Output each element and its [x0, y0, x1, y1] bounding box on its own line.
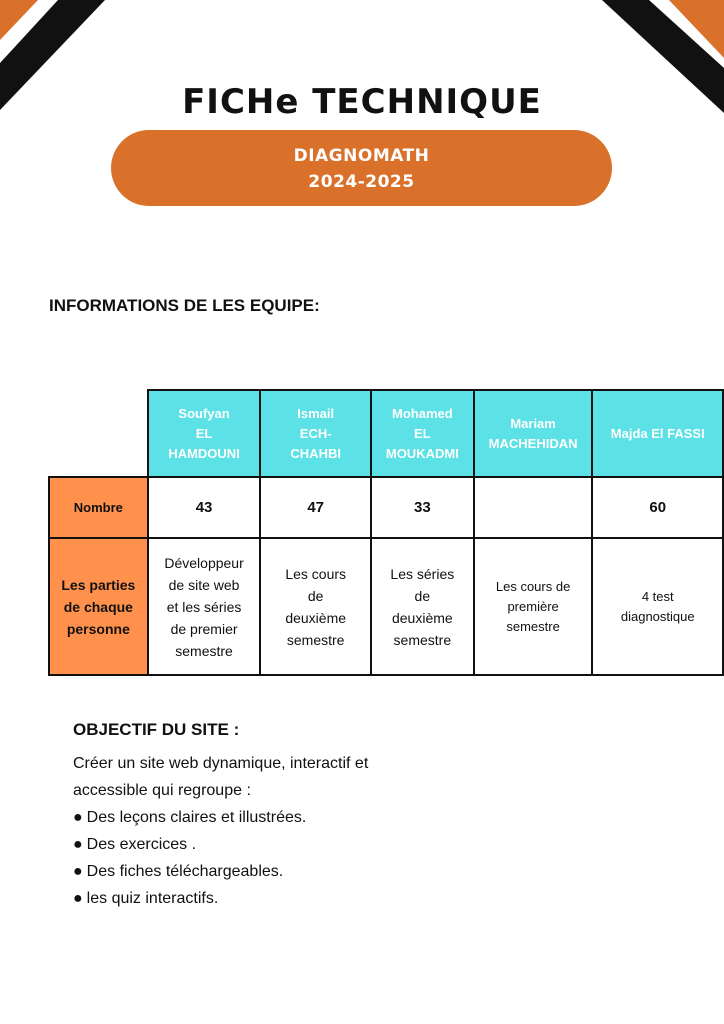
- part-line: deuxième: [391, 609, 453, 626]
- objective-intro: [73, 750, 473, 804]
- list-item-text: Des fiches téléchargeables.: [86, 863, 284, 880]
- project-banner: [111, 130, 612, 206]
- team-table: [48, 389, 724, 676]
- row-label-line: Les parties: [61, 576, 136, 593]
- member-name-line: Soufyan: [178, 405, 230, 421]
- table-header-row: [49, 390, 723, 477]
- part-line: première: [507, 598, 559, 614]
- part-line: semestre: [286, 631, 345, 648]
- list-item: [73, 831, 473, 858]
- number-cell: 47: [260, 477, 371, 538]
- number-cell: 60: [592, 477, 723, 538]
- member-name-line: Mariam: [510, 415, 556, 431]
- part-line: et les séries: [166, 598, 242, 615]
- member-name-line: EL: [414, 425, 431, 441]
- part-line: Les cours: [285, 565, 347, 582]
- table-row-nombre: [49, 477, 723, 538]
- part-line: de premier: [170, 620, 238, 637]
- objective-section: [73, 720, 473, 912]
- member-name-line: MOUKADMI: [385, 445, 459, 461]
- part-line: 4 test: [641, 588, 674, 604]
- part-line: semestre: [506, 618, 560, 634]
- bullet-icon: ●: [73, 863, 83, 880]
- member-name-line: MACHEHIDAN: [488, 435, 578, 451]
- objective-intro-line: accessible qui regroupe :: [73, 782, 251, 799]
- member-name-cell: [371, 390, 474, 477]
- member-name-line: CHAHBI: [290, 445, 341, 461]
- part-cell: [148, 538, 261, 675]
- row-label-line: de chaque: [63, 598, 133, 615]
- table-row-parts: [49, 538, 723, 675]
- list-item: [73, 804, 473, 831]
- member-name-line: Mohamed: [392, 405, 453, 421]
- number-cell: [474, 477, 593, 538]
- part-line: deuxième: [285, 609, 347, 626]
- member-name-line: EL: [195, 425, 213, 441]
- bullet-icon: ●: [73, 809, 83, 826]
- project-name: DIAGNOMATH: [293, 146, 430, 166]
- member-name-line: ECH-: [299, 425, 332, 441]
- member-name-cell: [148, 390, 261, 477]
- bullet-icon: ●: [73, 890, 83, 907]
- number-cell: 43: [148, 477, 261, 538]
- team-section-title: INFORMATIONS DE LES EQUIPE:: [49, 296, 320, 315]
- list-item-text: les quiz interactifs.: [86, 890, 219, 907]
- row-label-nombre: Nombre: [49, 477, 148, 538]
- member-name-cell: [474, 390, 593, 477]
- table-corner-cell: [49, 390, 148, 477]
- part-cell: [260, 538, 371, 675]
- objective-intro-line: Créer un site web dynamique, interactif et: [73, 755, 369, 772]
- part-cell: [592, 538, 723, 675]
- part-line: de: [307, 587, 324, 604]
- page-title: FICHe TECHNIQUE: [182, 82, 542, 122]
- part-cell: [371, 538, 474, 675]
- part-line: semestre: [393, 631, 452, 648]
- number-cell: 33: [371, 477, 474, 538]
- member-name-line: HAMDOUNI: [168, 445, 240, 461]
- row-label-line: personne: [66, 620, 130, 637]
- part-line: Les séries: [390, 565, 455, 582]
- list-item-text: Des exercices .: [86, 836, 197, 853]
- member-name-cell: [592, 390, 723, 477]
- member-name-line: Ismail: [297, 405, 335, 421]
- part-cell: [474, 538, 593, 675]
- member-name-cell: [260, 390, 371, 477]
- part-line: de: [414, 587, 431, 604]
- part-line: diagnostique: [620, 608, 695, 624]
- part-line: Les cours de: [495, 578, 571, 594]
- project-year: 2024-2025: [308, 172, 415, 192]
- part-line: Développeur: [164, 554, 244, 571]
- row-label-parts: [49, 538, 148, 675]
- part-line: semestre: [175, 642, 233, 659]
- list-item: [73, 858, 473, 885]
- member-name-line: Majda El FASSI: [610, 425, 705, 441]
- list-item-text: Des leçons claires et illustrées.: [86, 809, 307, 826]
- bullet-icon: ●: [73, 836, 83, 853]
- list-item: [73, 885, 473, 912]
- part-line: de site web: [168, 576, 240, 593]
- objective-title: OBJECTIF DU SITE :: [73, 720, 240, 739]
- objective-list: [73, 804, 473, 912]
